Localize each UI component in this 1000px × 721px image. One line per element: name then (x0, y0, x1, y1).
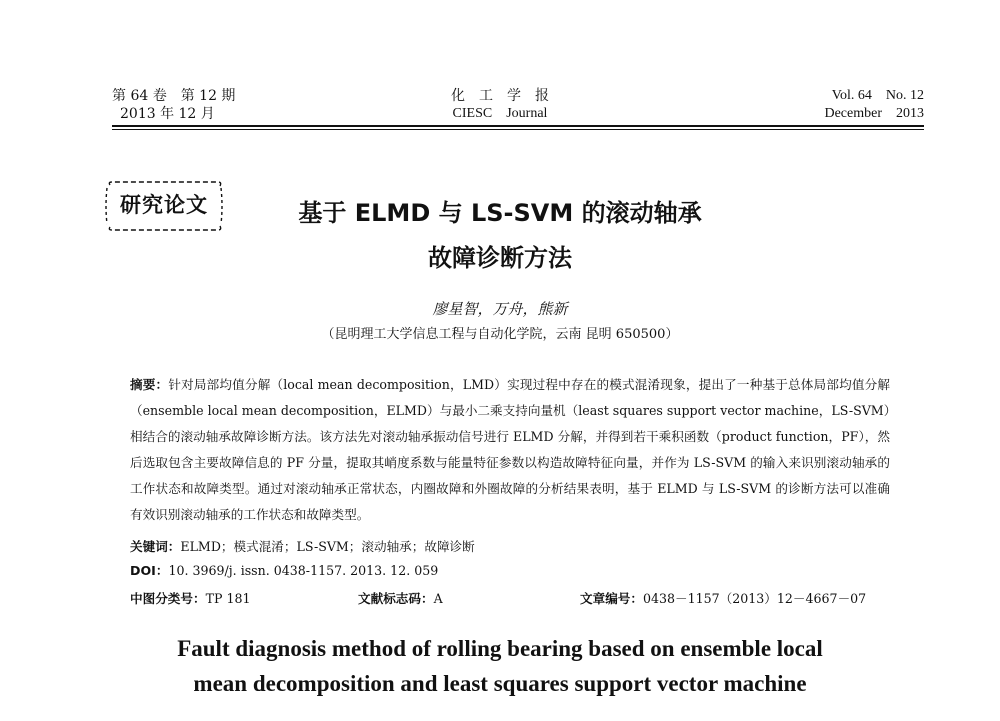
header-rule-thick (112, 125, 924, 127)
journal-name-en: CIESC Journal (452, 106, 548, 121)
title-en-line2: mean decomposition and least squares support vector machine (193, 671, 807, 696)
authors: 廖星智，万舟，熊新 (432, 300, 568, 318)
date-cn: 2013 年 12 月 (120, 106, 215, 122)
keywords (130, 536, 475, 555)
doi-text: 10. 3969/j. issn. 0438-1157. 2013. 12. 059 (168, 563, 439, 578)
volume-issue-en: Vol. 64 No. 12 (831, 88, 924, 103)
journal-name-cn: 化 工 学 报 (451, 88, 549, 104)
abstract (130, 372, 890, 528)
title-cn-line1: 基于 ELMD 与 LS-SVM 的滚动轴承 (298, 199, 702, 227)
keywords-text: ELMD；模式混淆；LS-SVM；滚动轴承；故障诊断 (180, 539, 475, 554)
abstract-label: 摘要： (130, 377, 169, 392)
keywords-label: 关键词： (130, 539, 181, 554)
affiliation: （昆明理工大学信息工程与自动化学院，云南 昆明 650500） (321, 327, 679, 342)
document-code: 文献标志码：A (358, 591, 443, 606)
header-right (824, 87, 924, 123)
date-en: December 2013 (824, 106, 924, 121)
article-number: 文章编号：0438－1157（2013）12－4667－07 (580, 591, 867, 606)
doi-label: DOI： (130, 563, 169, 578)
doi (130, 560, 438, 579)
header-rule-thin (112, 129, 924, 130)
classification-row (130, 588, 890, 606)
clc-number: 中图分类号：TP 181 (130, 591, 251, 606)
title-en-line1: Fault diagnosis method of rolling bearing based on ensemble local (177, 636, 823, 661)
abstract-text: 针对局部均值分解（local mean decomposition，LMD）实现过程中存在的模式混淆现象，提出了一种基于总体局部均值分解（ensemble local mean decomposition，ELMD）与最小二乘支持向量机（least squares support vector machine，LS-SVM）相结合的滚动轴承故障诊断方法。该方法先对滚动轴承振动信号进行 ELMD 分解，并得到若干乘积函数（product function，PF），然后选取包含主要故障信息的 PF 分量，提取其峭度系数与能量特征参数以构造故障特征向量，并作为 LS-SVM 的输入来识别滚动轴承的工作状态和故障类型。通过对滚动轴承正常状态，内圈故障和外圈故障的分析结果表明，基于 ELMD 与 LS-SVM 的诊断方法可以准确有效识别滚动轴承的工作状态和故障类型。 (130, 377, 890, 522)
research-paper-badge: 研究论文 (120, 193, 208, 217)
title-cn-line2: 故障诊断方法 (428, 244, 572, 272)
volume-issue-cn: 第 64 卷 第 12 期 (112, 88, 236, 104)
